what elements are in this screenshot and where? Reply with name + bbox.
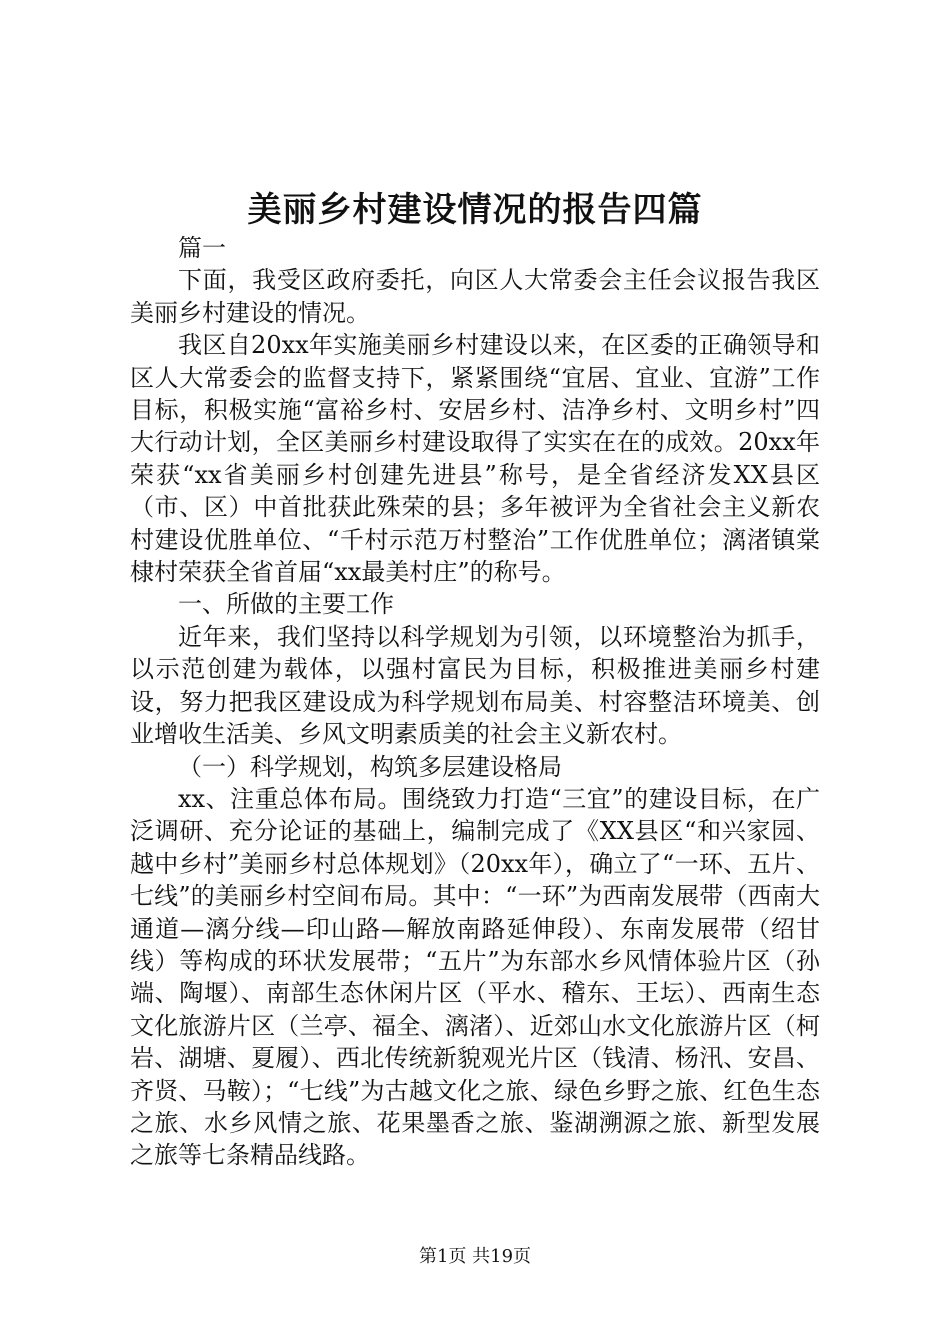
heading-main-work: 一、所做的主要工作 (178, 590, 394, 619)
paragraph-layout: xx、注重总体布局。围绕致力打造“三宜”的建设目标，在广泛调研、充分论证的基础上，编制完成了《XX县区“和兴家园、越中乡村”美丽乡村总体规划》（20xx年），确立了“一环、五片、七线”的美丽乡村空间布局。其中：“一环”为西南发展带（西南大通道—漓分线—印山路—解放南路延伸段）、东南发展带（绍甘线）等构成的环状发展带；“五片”为东部水乡风情体验片区（孙端、陶堰）、南部生态休闲片区（平水、稽东、王坛）、西南生态文化旅游片区（兰亭、福全、漓渚）、近郊山水文化旅游片区（柯岩、湖塘、夏履）、西北传统新貌观光片区（钱清、杨汛、安昌、齐贤、马鞍）；“七线”为古越文化之旅、绿色乡野之旅、红色生态之旅、水乡风情之旅、花果墨香之旅、鉴湖溯源之旅、新型发展之旅等七条精品线路。 (130, 784, 820, 1170)
document-body (130, 232, 820, 1172)
page-footer: 第1页 共19页 (418, 1246, 532, 1267)
document-title: 美丽乡村建设情况的报告四篇 (247, 190, 703, 230)
paragraph-intro: 下面，我受区政府委托，向区人大常委会主任会议报告我区美丽乡村建设的情况。 (130, 266, 820, 327)
subheading-planning: （一）科学规划，构筑多层建设格局 (178, 752, 562, 781)
paragraph-overview: 近年来，我们坚持以科学规划为引领，以环境整治为抓手，以示范创建为载体，以强村富民为目标，积极推进美丽乡村建设，努力把我区建设成为科学规划布局美、村容整洁环境美、创业增收生活美、乡风文明素质美的社会主义新农村。 (130, 622, 820, 749)
paragraph-achievements: 我区自20xx年实施美丽乡村建设以来，在区委的正确领导和区人大常委会的监督支持下，紧紧围绕“宜居、宜业、宜游”工作目标，积极实施“富裕乡村、安居乡村、洁净乡村、文明乡村”四大行动计划，全区美丽乡村建设取得了实实在在的成效。20xx年荣获“xx省美丽乡村创建先进县”称号，是全省经济发XX县区（市、区）中首批获此殊荣的县；多年被评为全省社会主义新农村建设优胜单位、“千村示范万村整治”工作优胜单位；漓渚镇棠棣村荣获全省首届“xx最美村庄”的称号。 (130, 331, 820, 587)
section-label: 篇一 (178, 234, 226, 262)
